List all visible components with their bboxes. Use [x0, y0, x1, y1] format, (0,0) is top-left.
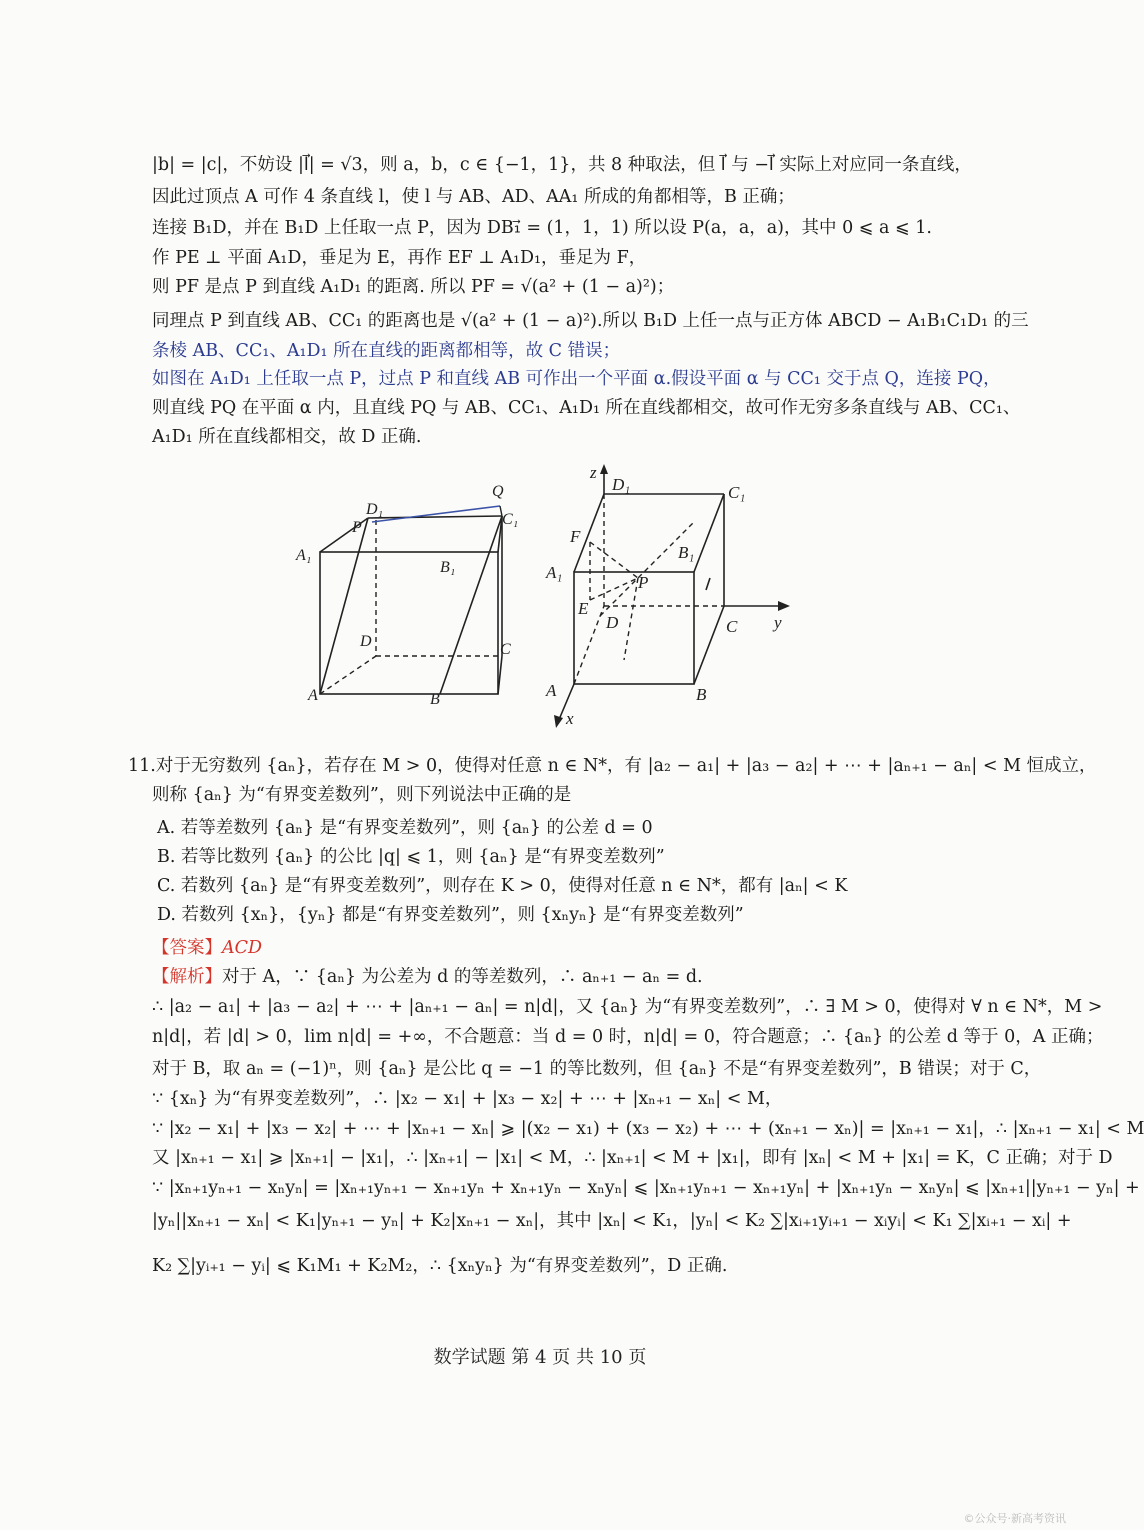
diagonal-ap — [320, 518, 368, 694]
segment-ep — [590, 578, 638, 600]
cube-figure-right — [540, 460, 800, 730]
label-b1: B₁ — [678, 543, 695, 562]
arrow-z — [600, 464, 608, 474]
label-q: Q — [492, 483, 504, 500]
label-b1: B₁ — [440, 559, 456, 576]
analysis-line: ∴ |a₂ − a₁| + |a₃ − a₂| + ⋯ + |aₙ₊₁ − aₙ| = n|d|，又 {aₙ} 为“有界变差数列”，∴ ∃ M > 0，使得对 ∀ n ∈ N*，M > — [152, 997, 1103, 1017]
label-a1: A₁ — [546, 563, 563, 582]
label-a: A — [308, 687, 318, 704]
edge — [694, 494, 724, 572]
label-f: F — [570, 527, 581, 546]
label-p: P — [352, 519, 362, 536]
text-line: 连接 B₁D，并在 B₁D 上任取一点 P，因为 DB₁⃗ = (1，1，1) 所以设 P(a，a，a)，其中 0 ⩽ a ⩽ 1. — [152, 218, 932, 238]
page-footer: 数学试题 第 4 页 共 10 页 — [433, 1347, 647, 1368]
arrow-y — [778, 601, 790, 611]
label-y: y — [774, 613, 782, 632]
answer-label: 【答案】 — [152, 938, 222, 958]
option-d: D. 若数列 {xₙ}，{yₙ} 都是“有界变差数列”，则 {xₙyₙ} 是“有界变差数列” — [157, 905, 744, 925]
diagonal-bq — [440, 516, 502, 694]
analysis-line: ∵ {xₙ} 为“有界变差数列”，∴ |x₂ − x₁| + |x₃ − x₂| + ⋯ + |xₙ₊₁ − xₙ| < M， — [152, 1089, 783, 1109]
label-c1: C₁ — [502, 511, 519, 528]
line-pq — [372, 506, 500, 522]
question-stem-1 — [128, 755, 1097, 777]
analysis-label: 【解析】 — [152, 967, 222, 987]
label-c: C — [500, 641, 511, 658]
label-p: P — [638, 573, 649, 592]
analysis-line — [152, 966, 952, 988]
analysis-line: 又 |xₙ₊₁ − x₁| ⩾ |xₙ₊₁| − |x₁|，∴ |xₙ₊₁| − |x₁| < M，∴ |xₙ₊₁| < M + |x₁|，即有 |xₙ| < M + |x₁| = K，C 正确；对于 D — [152, 1148, 1113, 1168]
option-c: C. 若数列 {aₙ} 是“有界变差数列”，则存在 K > 0，使得对任意 n ∈ N*，都有 |aₙ| < K — [157, 876, 848, 896]
analysis-line: 对于 B，取 aₙ = (−1)ⁿ，则 {aₙ} 是公比 q = −1 的等比数列，但 {aₙ} 不是“有界变差数列”，B 错误；对于 C， — [152, 1059, 1042, 1079]
question-number: 11. — [128, 756, 156, 776]
front-face — [320, 552, 498, 694]
question-stem-2: 则称 {aₙ} 为“有界变差数列”，则下列说法中正确的是 — [152, 785, 572, 805]
label-a: A — [546, 681, 557, 700]
stem-text: 对于无穷数列 {aₙ}，若存在 M > 0，使得对任意 n ∈ N*，有 |a₂ − a₁| + |a₃ − a₂| + ⋯ + |aₙ₊₁ − aₙ| < M 恒成立， — [155, 756, 1097, 776]
label-b: B — [430, 691, 440, 708]
arrow-x — [554, 715, 563, 728]
label-c: C — [726, 617, 738, 636]
answer-value: ACD — [222, 938, 263, 958]
label-d1: D₁ — [366, 501, 384, 518]
text-line: 同理点 P 到直线 AB、CC₁ 的距离也是 √(a² + (1 − a)²).所以 B₁D 上任一点与正方体 ABCD − A₁B₁C₁D₁ 的三 — [152, 311, 1029, 331]
edge — [368, 516, 502, 518]
text-line: 条棱 AB、CC₁、A₁D₁ 所在直线的距离都相等，故 C 错误； — [152, 341, 621, 361]
edge — [694, 606, 724, 684]
label-b: B — [696, 685, 707, 704]
answer-line — [152, 937, 952, 959]
label-a1: A₁ — [296, 547, 312, 564]
text-line: |b| = |c|，不妨设 |l⃗| = √3，则 a，b，c ∈ {−1，1}，共 8 种取法，但 l⃗ 与 −l⃗ 实际上对应同一条直线， — [152, 155, 972, 175]
front-face — [574, 572, 694, 684]
text-line: 作 PE ⊥ 平面 A₁D，垂足为 E，再作 EF ⊥ A₁D₁，垂足为 F， — [152, 248, 647, 268]
tick — [706, 578, 710, 590]
text-line: A₁D₁ 所在直线都相交，故 D 正确. — [152, 427, 422, 447]
text-line: 则直线 PQ 在平面 α 内，且直线 PQ 与 AB、CC₁、A₁D₁ 所在直线都相交，故可作无穷多条直线与 AB、CC₁、 — [152, 398, 1021, 418]
option-a: A. 若等差数列 {aₙ} 是“有界变差数列”，则 {aₙ} 的公差 d = 0 — [157, 818, 653, 838]
diagonal-db1 — [600, 522, 694, 616]
label-d: D — [360, 633, 372, 650]
analysis-line: |yₙ||xₙ₊₁ − xₙ| < K₁|yₙ₊₁ − yₙ| + K₂|xₙ₊₁ − xₙ|，其中 |xₙ| < K₁，|yₙ| < K₂ ∑|xᵢ₊₁yᵢ₊₁ − xᵢyᵢ| < K₁ ∑|xᵢ₊₁ − xᵢ| + — [152, 1211, 1072, 1231]
analysis-line: K₂ ∑|yᵢ₊₁ − yᵢ| ⩽ K₁M₁ + K₂M₂，∴ {xₙyₙ} 为“有界变差数列”，D 正确. — [152, 1256, 728, 1276]
text-line: 因此过顶点 A 可作 4 条直线 l，使 l 与 AB、AD、AA₁ 所成的角都相等，B 正确； — [152, 187, 795, 207]
analysis-text: 对于 A，∵ {aₙ} 为公差为 d 的等差数列，∴ aₙ₊₁ − aₙ = d. — [222, 967, 703, 987]
analysis-line: ∵ |x₂ − x₁| + |x₃ − x₂| + ⋯ + |xₙ₊₁ − xₙ| ⩾ |(x₂ − x₁) + (x₃ − x₂) + ⋯ + (xₙ₊₁ − xₙ)| = |xₙ₊₁ − x₁|，∴ |xₙ₊₁ − x₁| < M — [152, 1119, 1144, 1139]
text-line: 如图在 A₁D₁ 上任取一点 P，过点 P 和直线 AB 可作出一个平面 α.假设平面 α 与 CC₁ 交于点 Q，连接 PQ， — [152, 369, 1001, 389]
label-d: D — [606, 613, 619, 632]
watermark: ©公众号·新高考资讯 — [963, 1512, 1066, 1525]
label-x: x — [566, 709, 574, 728]
label-z: z — [590, 463, 597, 482]
analysis-line: ∵ |xₙ₊₁yₙ₊₁ − xₙyₙ| = |xₙ₊₁yₙ₊₁ − xₙ₊₁yₙ + xₙ₊₁yₙ − xₙyₙ| ⩽ |xₙ₊₁yₙ₊₁ − xₙ₊₁yₙ| + |xₙ₊₁yₙ − xₙyₙ| ⩽ |xₙ₊₁||yₙ₊₁ − yₙ| + — [152, 1178, 1140, 1198]
text-line: 则 PF 是点 P 到直线 A₁D₁ 的距离. 所以 PF = √(a² + (1 − a)²)； — [152, 277, 675, 297]
label-c1: C₁ — [728, 483, 746, 502]
label-d1: D₁ — [612, 475, 631, 494]
analysis-line: n|d|，若 |d| > 0，lim n|d| = +∞，不合题意：当 d = 0 时，n|d| = 0，符合题意；∴ {aₙ} 的公差 d 等于 0，A 正确； — [152, 1027, 1104, 1047]
option-b: B. 若等比数列 {aₙ} 的公比 |q| ⩽ 1，则 {aₙ} 是“有界变差数列” — [157, 847, 665, 867]
cube-figure-left — [290, 480, 530, 710]
label-e: E — [578, 599, 589, 618]
